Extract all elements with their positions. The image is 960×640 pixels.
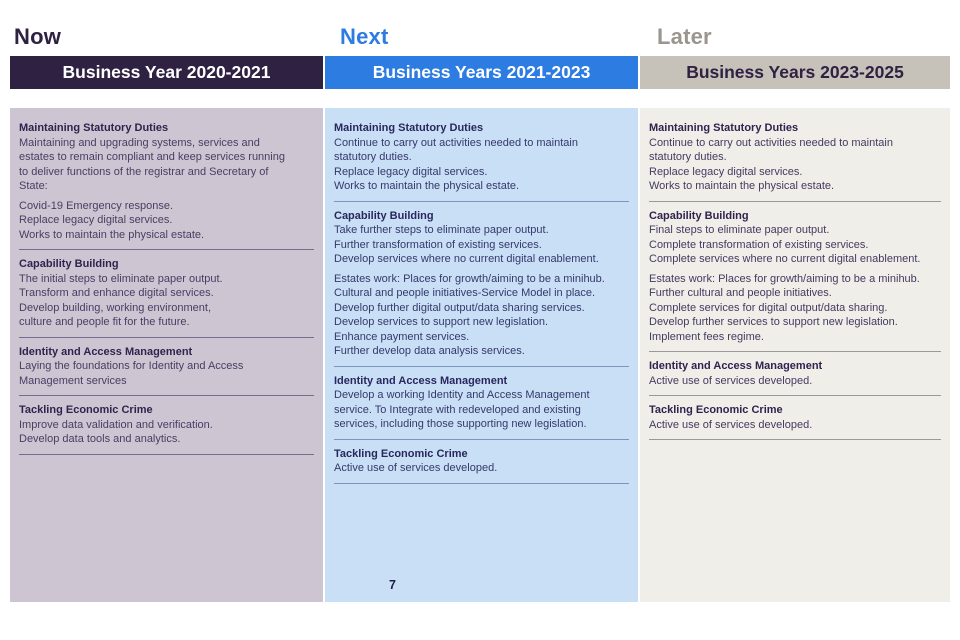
text-line: statutory duties.	[334, 151, 412, 163]
section-divider	[19, 249, 314, 250]
page-number: 7	[389, 578, 396, 592]
section	[334, 209, 630, 359]
section-divider	[19, 337, 314, 338]
column-banner-now: Business Year 2020-2021	[10, 56, 323, 89]
text-line: services, including those supporting new legislation.	[334, 418, 587, 430]
column-next	[325, 0, 638, 640]
text-line: Develop services to support new legislation.	[334, 316, 549, 328]
section	[649, 403, 942, 432]
section-divider	[649, 439, 941, 440]
text-line: Complete services where no current digital enablement.	[649, 253, 921, 265]
section-divider	[334, 483, 629, 484]
column-panel-now	[10, 108, 323, 602]
section-title: Identity and Access Management	[649, 360, 823, 372]
text-line: Active use of services developed.	[649, 418, 813, 431]
section-divider	[334, 201, 629, 202]
text-line: Active use of services developed.	[334, 462, 498, 474]
paragraph	[334, 272, 630, 359]
section	[19, 345, 315, 389]
text-line: Develop services where no current digital enablement.	[334, 253, 599, 265]
text-line: Maintaining and upgrading systems, services and	[19, 136, 260, 149]
text-line: Laying the foundations for Identity and Access	[19, 360, 244, 372]
section	[649, 359, 942, 388]
text-line: Complete transformation of existing services.	[649, 238, 869, 251]
text-line: to deliver functions of the registrar and Secretary of	[19, 165, 269, 178]
text-line: Complete services for digital output/data sharing.	[649, 301, 888, 314]
section-divider	[649, 351, 941, 352]
paragraph	[334, 223, 630, 267]
column-panel-next	[325, 108, 638, 602]
section-title: Identity and Access Management	[334, 374, 508, 387]
text-line: estates to remain compliant and keep services running	[19, 151, 285, 163]
section-title: Maintaining Statutory Duties	[19, 122, 169, 134]
paragraph	[649, 223, 942, 267]
paragraph	[19, 199, 315, 243]
section-divider	[334, 439, 629, 440]
column-label-later: Later	[657, 24, 712, 49]
section	[334, 447, 630, 476]
text-line: Take further steps to eliminate paper output.	[334, 224, 549, 236]
text-line: culture and people fit for the future.	[19, 316, 190, 328]
paragraph	[19, 418, 315, 447]
paragraph	[334, 388, 630, 432]
text-line: Works to maintain the physical estate.	[334, 180, 520, 192]
text-line: Replace legacy digital services.	[649, 165, 803, 178]
paragraph	[649, 418, 942, 433]
text-line: Develop further services to support new legislation.	[649, 316, 898, 328]
paragraph	[334, 136, 630, 194]
text-line: Develop further digital output/data sharing services.	[334, 301, 585, 314]
section-divider	[334, 366, 629, 367]
text-line: The initial steps to eliminate paper output.	[19, 272, 223, 285]
paragraph	[649, 374, 942, 389]
text-line: Further cultural and people initiatives.	[649, 287, 832, 299]
paragraph	[334, 461, 630, 476]
section-title: Tackling Economic Crime	[334, 447, 468, 460]
text-line: Estates work: Places for growth/aiming to be a minihub.	[334, 272, 605, 285]
text-line: Further transformation of existing services.	[334, 238, 542, 251]
section-divider	[649, 395, 941, 396]
text-line: Develop a working Identity and Access Management	[334, 389, 590, 401]
text-line: Replace legacy digital services.	[19, 214, 173, 226]
text-line: Final steps to eliminate paper output.	[649, 224, 830, 236]
text-line: Covid-19 Emergency response.	[19, 199, 174, 212]
text-line: Continue to carry out activities needed to maintain	[649, 136, 893, 149]
text-line: Develop building, working environment,	[19, 301, 211, 314]
paragraph	[19, 359, 315, 388]
section-title: Tackling Economic Crime	[19, 404, 153, 416]
section	[19, 121, 315, 242]
section	[334, 374, 630, 432]
text-line: Continue to carry out activities needed to maintain	[334, 136, 578, 149]
paragraph	[649, 272, 942, 345]
column-banner-next: Business Years 2021-2023	[325, 56, 638, 89]
text-line: service. To Integrate with redeveloped and existing	[334, 403, 581, 416]
section-title: Tackling Economic Crime	[649, 404, 783, 416]
column-label-next: Next	[340, 24, 389, 49]
column-later	[640, 0, 950, 640]
text-line: State:	[19, 180, 48, 192]
column-banner-later: Business Years 2023-2025	[640, 56, 950, 89]
section-divider	[19, 454, 314, 455]
text-line: Transform and enhance digital services.	[19, 287, 214, 299]
column-label-now: Now	[14, 24, 62, 49]
text-line: Management services	[19, 374, 127, 387]
text-line: Further develop data analysis services.	[334, 345, 525, 357]
section-title: Maintaining Statutory Duties	[334, 122, 484, 134]
text-line: statutory duties.	[649, 151, 727, 163]
text-line: Improve data validation and verification.	[19, 418, 213, 431]
text-line: Active use of services developed.	[649, 374, 813, 387]
section-title: Capability Building	[649, 209, 749, 222]
text-line: Estates work: Places for growth/aiming to be a minihub.	[649, 272, 920, 285]
paragraph	[649, 136, 942, 194]
text-line: Enhance payment services.	[334, 330, 470, 343]
section	[19, 257, 315, 330]
text-line: Implement fees regime.	[649, 330, 764, 343]
column-now	[10, 0, 323, 640]
paragraph	[19, 272, 315, 330]
section-title: Capability Building	[19, 258, 119, 270]
text-line: Develop data tools and analytics.	[19, 433, 181, 445]
text-line: Works to maintain the physical estate.	[19, 228, 205, 241]
text-line: Cultural and people initiatives-Service Model in place.	[334, 287, 596, 299]
section-divider	[19, 395, 314, 396]
paragraph	[19, 136, 315, 194]
text-line: Works to maintain the physical estate.	[649, 180, 835, 192]
section	[649, 209, 942, 345]
section-title: Maintaining Statutory Duties	[649, 122, 799, 134]
section	[649, 121, 942, 194]
section	[19, 403, 315, 447]
section-title: Identity and Access Management	[19, 345, 193, 358]
section-title: Capability Building	[334, 209, 434, 222]
section	[334, 121, 630, 194]
column-panel-later	[640, 108, 950, 602]
text-line: Replace legacy digital services.	[334, 165, 488, 178]
section-divider	[649, 201, 941, 202]
